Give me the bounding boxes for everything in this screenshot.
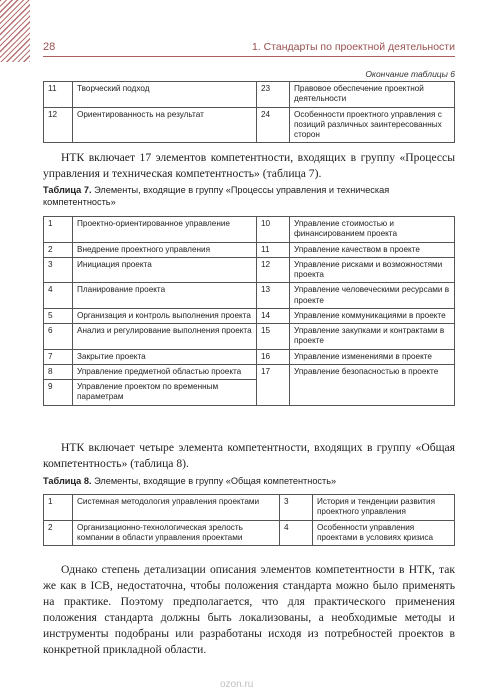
table-cell: Анализ и регулирование выполнения проекта <box>73 324 257 350</box>
table-8-caption <box>43 476 455 488</box>
table-cell: 11 <box>44 82 73 108</box>
table-cell: Инициация проекта <box>73 257 257 283</box>
table-row <box>44 308 455 323</box>
table-cell: Проектно-ориентированное управление <box>73 217 257 243</box>
table-cell: Управление закупками и контрактами в проекте <box>290 324 455 350</box>
table-cell: 4 <box>280 520 313 546</box>
caption-text: Элементы, входящие в группу «Процессы управления и техническая компетентность» <box>43 185 390 207</box>
table-cell: Управление безопасностью в проекте <box>290 364 455 405</box>
table-cell: 24 <box>257 107 290 143</box>
table-cell: 11 <box>257 242 290 257</box>
table-cell: Закрытие проекта <box>73 349 257 364</box>
table-cell: История и тенденции развития проектного управления <box>313 495 455 521</box>
paragraph-3: Однако степень детализации описания элементов компетентности в НТК, так же как в ICB, недостаточна, чтобы положения стандарта можно было применять на практике. Поэтому предполагается, что для практического применения положения стандарта должны быть локализованы, а необходимые методы и инструменты подобраны или разработаны исходя из потребностей проектов в конкретной прикладной области. <box>43 563 455 656</box>
corner-hatch-decoration <box>0 0 30 62</box>
table-row <box>44 283 455 309</box>
table-cell: 8 <box>44 364 73 379</box>
table-cell: 3 <box>280 495 313 521</box>
table-cell: Планирование проекта <box>73 283 257 309</box>
table-8 <box>43 494 455 546</box>
table-row <box>44 217 455 243</box>
table-cell: Управление качеством в проекте <box>290 242 455 257</box>
table-cell: Управление коммуникациями в проекте <box>290 308 455 323</box>
table-row <box>44 242 455 257</box>
table-row <box>44 520 455 546</box>
table-cell: 12 <box>257 257 290 283</box>
caption-label: Таблица 8. <box>43 476 92 486</box>
table-row <box>44 349 455 364</box>
table-7-caption <box>43 185 455 209</box>
caption-label: Таблица 7. <box>43 185 92 195</box>
table-cell: 5 <box>44 308 73 323</box>
table-cell: 23 <box>257 82 290 108</box>
table-row <box>44 82 455 108</box>
table-6-end <box>43 81 455 143</box>
table-cell: 2 <box>44 520 73 546</box>
table-cell: Организационно-технологическая зрелость компании в области управления проектами <box>73 520 280 546</box>
table-continuation-note: Окончание таблицы 6 <box>365 69 455 79</box>
table-row <box>44 107 455 143</box>
table-7 <box>43 216 455 406</box>
table-cell: Управление проектом по временным параметрам <box>73 380 257 406</box>
table-row <box>44 324 455 350</box>
running-header: 1. Стандарты по проектной деятельности <box>251 41 455 53</box>
table-row <box>44 257 455 283</box>
watermark: ozon.ru <box>220 679 254 690</box>
caption-text: Элементы, входящие в группу «Общая компетентность» <box>94 476 337 486</box>
table-cell: Творческий подход <box>73 82 257 108</box>
header-rule <box>43 56 455 57</box>
table-cell: 4 <box>44 283 73 309</box>
table-cell: Ориентированность на результат <box>73 107 257 143</box>
table-cell: Системная методология управления проектами <box>73 495 280 521</box>
table-cell: 6 <box>44 324 73 350</box>
table-cell: Управление предметной областью проекта <box>73 364 257 379</box>
table-cell: 3 <box>44 257 73 283</box>
table-cell: 16 <box>257 349 290 364</box>
table-cell: Управление человеческими ресурсами в проекте <box>290 283 455 309</box>
table-cell: 7 <box>44 349 73 364</box>
table-cell: Внедрение проектного управления <box>73 242 257 257</box>
table-cell: 9 <box>44 380 73 406</box>
paragraph-2: НТК включает четыре элемента компетентности, входящих в группу «Общая компетентность» (таблица 8). <box>43 441 455 470</box>
table-row <box>44 364 455 379</box>
table-cell: 13 <box>257 283 290 309</box>
table-row <box>44 495 455 521</box>
table-cell: 14 <box>257 308 290 323</box>
table-cell: Особенности проектного управления с позиций различных заинтересованных сторон <box>290 107 455 143</box>
table-cell: 2 <box>44 242 73 257</box>
table-cell: 17 <box>257 364 290 405</box>
paragraph-1: НТК включает 17 элементов компетентности, входящих в группу «Процессы управления и техническая компетентность» (таблица 7). <box>43 151 455 180</box>
table-cell: Правовое обеспечение проектной деятельности <box>290 82 455 108</box>
page-number: 28 <box>43 41 56 53</box>
table-cell: 12 <box>44 107 73 143</box>
table-cell: Управление изменениями в проекте <box>290 349 455 364</box>
table-cell: Управление рисками и возможностями проекта <box>290 257 455 283</box>
table-cell: 10 <box>257 217 290 243</box>
table-cell: 1 <box>44 495 73 521</box>
table-cell: Управление стоимостью и финансированием проекта <box>290 217 455 243</box>
table-cell: 1 <box>44 217 73 243</box>
table-cell: Организация и контроль выполнения проекта <box>73 308 257 323</box>
table-cell: Особенности управления проектами в условиях кризиса <box>313 520 455 546</box>
table-cell: 15 <box>257 324 290 350</box>
